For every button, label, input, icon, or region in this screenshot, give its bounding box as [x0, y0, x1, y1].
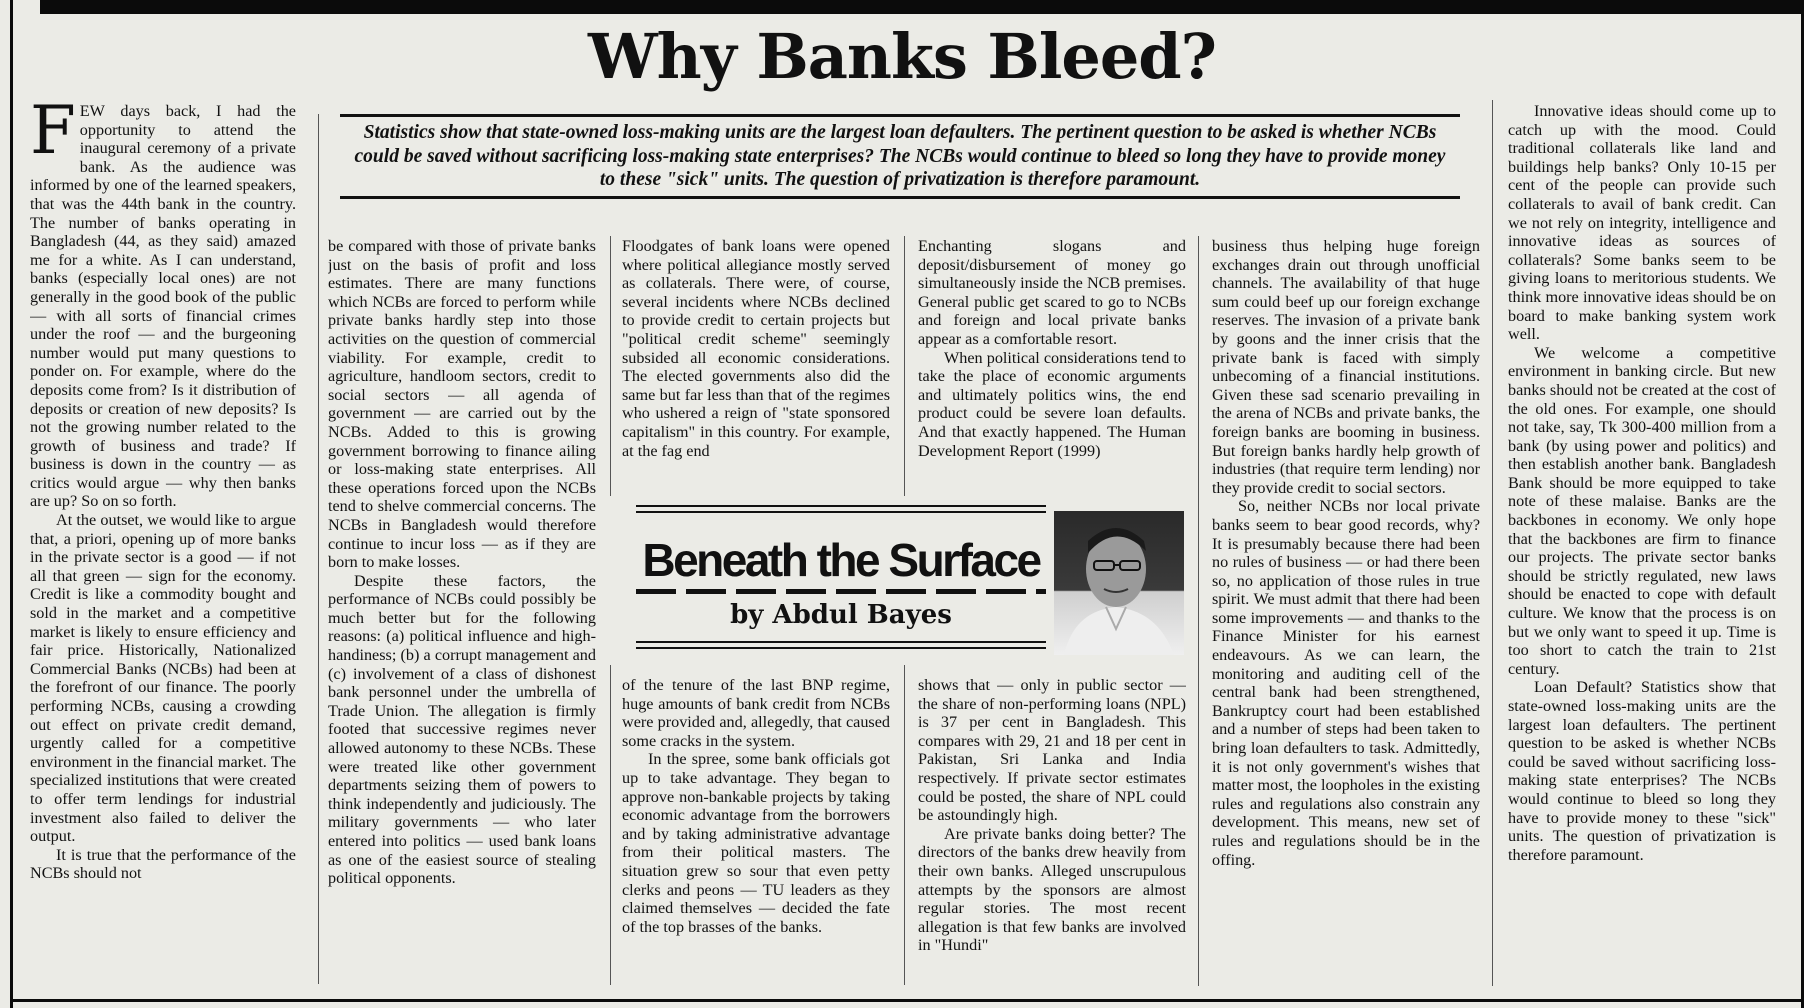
paragraph: When political considerations tend to take the place of economic arguments and ultimately politics wins, the end product could be severe loan defaults. And that exactly happened. The Human Development Report (1999)	[918, 348, 1186, 460]
top-rule	[40, 0, 1804, 14]
drop-cap: F	[30, 102, 76, 169]
column-divider	[318, 114, 319, 984]
paragraph: Enchanting slogans and deposit/disbursement of money go simultaneously inside the NCB premises. General public get scared to go to NCBs and foreign and local private banks appear as a comfortable resort.	[918, 237, 1186, 348]
paragraph: Loan Default? Statistics show that state-owned loss-making units are the largest loan defaulters. The pertinent question to be asked is whether NCBs could be saved without sacrificing loss-making state enterprises? The NCBs would continue to bleed so long they have to provide money to these "sick" units. The question of privatization is therefore paramount.	[1508, 678, 1776, 864]
paragraph: Despite these factors, the performance of NCBs could possibly be much better but for the following reasons: (a) political influence and high-handiness; (b) a corrupt management and (c) involvement of a class of dishonest bank personnel under the umbrella of Trade Union. The allegation is firmly footed that successive regimes never allowed autonomy to these NCBs. These were treated like other government departments seizing them of powers to think independently and judiciously. The military governments — who later entered into politics — used bank loans as one of the easiest source of stealing political opponents.	[328, 571, 596, 888]
box-rule	[636, 641, 1046, 643]
column-title: Beneath the Surface	[642, 534, 1040, 586]
paragraph: It is true that the performance of the NCBs should not	[30, 845, 296, 883]
article-column-4-top	[918, 237, 1186, 495]
paragraph: shows that — only in public sector — the share of non-performing loans (NPL) is 37 per cent in Bangladesh. This compares with 29, 21 and 18 per cent in Pakistan, Sri Lanka and India respectively. If private sector estimates could be posted, the share of NPL could be astoundingly high.	[918, 676, 1186, 825]
article-column-1	[30, 102, 296, 982]
article-column-5	[1212, 237, 1480, 987]
paragraph: So, neither NCBs nor local private banks seem to bear good records, why? It is presumably because there had been no rules of business — or had there been so, no application of those rules in true spirit. We must admit that there had been some improvements — and thanks to the Finance Minister for his earnest endeavours. As we can learn, the monitoring and auditing cell of the central bank had been strengthened, Bankruptcy court had been established and a number of steps had been taken to bring loan defaulters to task. Admittedly, it is not only government's wishes that matter most, the loopholes in the existing rules and regulations also constrain any development. This means, new set of rules and regulations should be in the offing.	[1212, 497, 1480, 869]
paragraph: be compared with those of private banks just on the basis of profit and loss estimates. There are many functions which NCBs are forced to perform while private banks hardly step into those activities on the question of commercial viability. For example, credit to agriculture, handloom sectors, credit to social sectors — all agenda of government — are carried out by the NCBs. Added to this is growing government borrowing to finance ailing or loss-making state enterprises. All these operations forced upon the NCBs tend to shelve commercial concerns. The NCBs in Bangladesh would therefore continue to incur loss — as if they are born to make losses.	[328, 237, 596, 572]
deck-summary: Statistics show that state-owned loss-making units are the largest loan defaulters. The pertinent question to be asked is whether NCBs could be saved without sacrificing loss-making state enterprises? The NCBs would continue to bleed so long they have to provide money to these "sick" units. The question of privatization is therefore paramount.	[340, 114, 1460, 199]
bottom-rule	[10, 999, 1804, 1002]
paragraph: We welcome a competitive environment in banking circle. But new banks should not be created at the cost of the old ones. For example, one should not take, say, Tk 300-400 million from a bank (by using power and politics) and then establish another bank. Bangladesh Bank should be more equipped to take note of these malaise. Banks are the backbones in economy. We only hope that the backbones are firm to finance our projects. The private sector banks should be strictly regulated, new laws should be enacted to cope with default culture. We know that the process is on but we only want to speed it up. Time is too short to catch the train to 21st century.	[1508, 343, 1776, 678]
article-column-4-bottom	[918, 676, 1186, 984]
article-column-2	[328, 237, 596, 982]
column-divider	[1492, 100, 1493, 986]
box-dash-rule	[636, 589, 1046, 594]
paragraph: In the spree, some bank officials got up to take advantage. They began to approve non-bankable projects by taking economic advantage from the borrowers and by taking administrative advantage from their political masters. The situation grew so sour that even petty clerks and peons — TU leaders as they claimed themselves — decided the fate of the top brasses of the banks.	[622, 750, 890, 936]
paragraph: Floodgates of bank loans were opened where political allegiance mostly served as collaterals. There were, of course, several incidents where NCBs declined to provide credit to certain projects but "political credit scheme" seemingly subsided all economic considerations. The elected governments also did the same but far less than that of the regimes who ushered a reign of "state sponsored capitalism" in this country. For example, at the fag end	[622, 237, 890, 460]
column-header-box	[636, 505, 1186, 655]
paragraph	[30, 102, 296, 511]
article-column-6	[1508, 102, 1776, 987]
paragraph: At the outset, we would like to argue that, a priori, opening up of more banks in the private sector is a good — if not all that green — sign for the economy. Credit is like a commodity bought and sold in the market and a competitive market is likely to ensure efficiency and fair price. Historically, Nationalized Commercial Banks (NCBs) had been at the forefront of our finance. The poorly performing NCBs, causing a crowding out effect on private credit demand, urgently called for a competitive environment in the financial market. The specialized institutions that were created to offer term lendings for industrial investment also failed to deliver the output.	[30, 511, 296, 846]
paragraph: of the tenure of the last BNP regime, huge amounts of bank credit from NCBs were provided and, allegedly, that caused some cracks in the system.	[622, 676, 890, 750]
byline: by Abdul Bayes	[730, 600, 952, 630]
paragraph: business thus helping huge foreign exchanges drain out through unofficial channels. The availability of that huge sum could beef up our foreign exchange reserves. The invasion of a private bank by goons and the inner crisis that the private bank is faced with simply unbecoming of a financial institutions. Given these sad scenario prevailing in the arena of NCBs and private banks, the foreign banks are booming in business. But foreign banks hardly help growth of industries (that require term lending) nor they provide credit to social sectors.	[1212, 237, 1480, 497]
left-border	[10, 0, 13, 1008]
box-rule	[636, 511, 1046, 513]
headline: Why Banks Bleed?	[588, 20, 1216, 93]
article-column-3-top	[622, 237, 890, 495]
column-divider	[904, 236, 905, 496]
column-divider	[610, 665, 611, 985]
article-column-3-bottom	[622, 676, 890, 984]
paragraph: Innovative ideas should come up to catch up with the mood. Could traditional collaterals like land and buildings help banks? Only 10-15 per cent of the people can provide such collaterals to avail of bank credit. Can we not rely on integrity, intelligence and innovative ideas as sources of collaterals? Some banks seem to be giving loans to meritorious students. We think more innovative ideas should be on board to make banking system work well.	[1508, 102, 1776, 344]
box-rule	[636, 505, 1046, 507]
paragraph: Are private banks doing better? The directors of the banks drew heavily from their own banks. Alleged unscrupulous attempts by the sponsors are almost regular stories. The most recent allegation is that few banks are involved in "Hundi"	[918, 824, 1186, 955]
box-rule	[636, 647, 1046, 649]
column-divider	[1198, 236, 1199, 986]
column-divider	[904, 665, 905, 985]
author-photo	[1054, 511, 1184, 655]
column-divider	[610, 236, 611, 496]
paragraph-text: EW days back, I had the opportunity to attend the inaugural ceremony of a private bank. As the audience was informed by one of the learned speakers, that was the 44th bank in the country. The number of banks operating in Bangladesh (44, as they said) amazed me for a white. As I can understand, banks (especially local ones) are not generally in the good book of the public — with all sorts of financial crimes under the roof — and the burgeoning number would put many questions to ponder on. For example, where do the deposits come from? Is it distribution of deposits or creation of new deposits? Is not the growing number related to the growth of business and trade? If business is down in the country — as critics would argue — why then banks are up? So on so forth.	[30, 102, 296, 511]
